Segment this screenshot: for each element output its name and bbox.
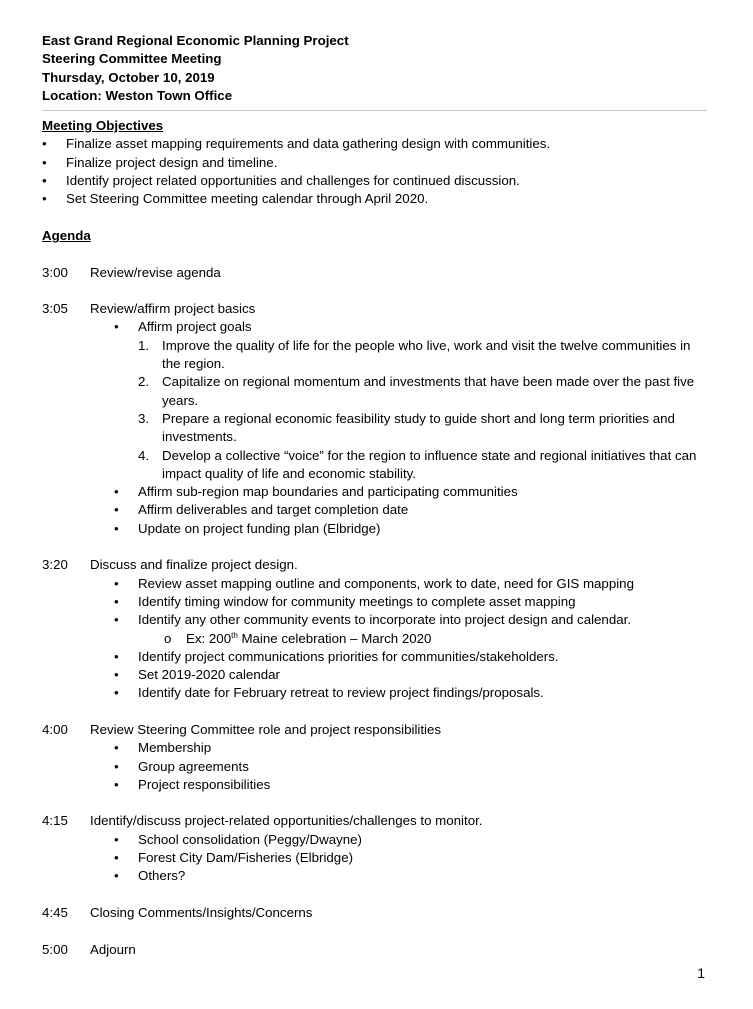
- bullet-icon: •: [114, 502, 119, 518]
- meeting-name: Steering Committee Meeting: [42, 51, 222, 67]
- agenda-item: [42, 941, 707, 959]
- agenda-time: 4:00: [42, 721, 68, 737]
- circle-bullet-icon: o: [164, 630, 172, 646]
- goal-item: 3. Prepare a regional economic feasibility study to guide short and long term priorities and investments.: [138, 410, 675, 445]
- list-item: • Forest City Dam/Fisheries (Elbridge): [114, 849, 707, 867]
- list-item: • Identify project related opportunities and challenges for continued discussion.: [42, 172, 707, 190]
- list-item: • Identify timing window for community meetings to complete asset mapping: [114, 593, 707, 611]
- agenda-text: Identify/discuss project-related opportunities/challenges to monitor.: [90, 813, 483, 829]
- agenda-text: Review Steering Committee role and project responsibilities: [90, 721, 442, 737]
- list-item: • Identify date for February retreat to review project findings/proposals.: [114, 684, 707, 702]
- agenda-item: [42, 812, 707, 885]
- agenda-time: 5:00: [42, 941, 68, 957]
- list-item: • Membership: [114, 739, 707, 757]
- list-item: • Finalize project design and timeline.: [42, 154, 707, 172]
- bullet-icon: •: [114, 520, 119, 536]
- agenda-item: [42, 904, 707, 922]
- list-item: • Identify project communications priorities for communities/stakeholders.: [114, 648, 707, 666]
- bullet-icon: •: [42, 191, 47, 207]
- agenda-item: [42, 300, 707, 538]
- agenda-text: Review/affirm project basics: [90, 301, 256, 317]
- list-item: • Update on project funding plan (Elbridge): [114, 520, 707, 538]
- goals-list: [138, 337, 707, 483]
- bullet-icon: •: [114, 319, 119, 335]
- page-number: 1: [697, 965, 705, 981]
- agenda-text: Closing Comments/Insights/Concerns: [90, 904, 313, 920]
- bullet-icon: •: [114, 648, 119, 664]
- meeting-date: Thursday, October 10, 2019: [42, 69, 215, 85]
- agenda-time: 4:45: [42, 904, 68, 920]
- list-item: • Affirm project goals 1. Improve the quality of life for the people who live, work and visit the twelve communities in the region. 2. Capitalize on regional momentum and investments that have been made over the past five years. 3. Prepare a regional economic feasibility study to guide short and long term priorities and investments. 4. Develop a collective “voice” for the region to influence state and regional initiatives that can impact quality of life and economic stability.: [114, 318, 707, 483]
- bullet-icon: •: [114, 484, 119, 500]
- agenda-text: Review/revise agenda: [90, 264, 221, 280]
- agenda-heading: Agenda: [42, 227, 91, 243]
- agenda-time: 3:05: [42, 301, 68, 317]
- objectives-heading: Meeting Objectives: [42, 118, 164, 134]
- bullet-icon: •: [114, 776, 119, 792]
- list-item: • Set Steering Committee meeting calendar through April 2020.: [42, 190, 707, 208]
- bullet-icon: •: [114, 685, 119, 701]
- sub-list-item: o Ex: 200th Maine celebration – March 2020: [162, 630, 707, 648]
- goal-item: 2. Capitalize on regional momentum and investments that have been made over the past five years.: [138, 374, 695, 408]
- list-item: • Project responsibilities: [114, 776, 707, 794]
- bullet-icon: •: [114, 740, 119, 756]
- bullet-icon: •: [114, 831, 119, 847]
- bullet-icon: •: [42, 173, 47, 189]
- bullet-icon: •: [114, 612, 119, 628]
- agenda-text: Adjourn: [90, 941, 136, 957]
- agenda-item: [42, 264, 707, 282]
- project-title: East Grand Regional Economic Planning Project: [42, 33, 349, 48]
- agenda-time: 3:00: [42, 264, 68, 280]
- list-item: • Set 2019-2020 calendar: [114, 666, 707, 684]
- bullet-icon: •: [114, 575, 119, 591]
- goal-item: 1. Improve the quality of life for the people who live, work and visit the twelve communities in the region.: [138, 337, 691, 372]
- bullet-icon: •: [114, 868, 119, 884]
- bullet-icon: •: [114, 758, 119, 774]
- goal-item: 4. Develop a collective “voice” for the region to influence state and regional initiatives that can impact quality of life and economic stability.: [138, 447, 697, 481]
- bullet-icon: •: [114, 850, 119, 866]
- list-item: • Others?: [114, 867, 707, 885]
- bullet-icon: •: [114, 667, 119, 683]
- agenda-item: [42, 721, 707, 794]
- list-item: • Review asset mapping outline and components, work to date, need for GIS mapping: [114, 575, 707, 593]
- agenda-time: 3:20: [42, 557, 68, 573]
- bullet-icon: •: [42, 154, 47, 170]
- list-item: • Finalize asset mapping requirements and data gathering design with communities.: [42, 135, 707, 153]
- agenda-item: [42, 556, 707, 702]
- list-item: • Group agreements: [114, 758, 707, 776]
- objectives-list: [42, 135, 707, 208]
- list-item: • Identify any other community events to incorporate into project design and calendar. o Ex: 200th Maine celebration – March 2020: [114, 611, 707, 648]
- header-divider: [42, 110, 707, 111]
- document-page: [42, 32, 707, 959]
- agenda-text: Discuss and finalize project design.: [90, 557, 298, 573]
- bullet-icon: •: [42, 136, 47, 152]
- list-item: • Affirm deliverables and target completion date: [114, 501, 707, 519]
- agenda-time: 4:15: [42, 813, 68, 829]
- bullet-icon: •: [114, 593, 119, 609]
- meeting-location: Location: Weston Town Office: [42, 87, 233, 103]
- list-item: • Affirm sub-region map boundaries and participating communities: [114, 483, 707, 501]
- list-item: • School consolidation (Peggy/Dwayne): [114, 831, 707, 849]
